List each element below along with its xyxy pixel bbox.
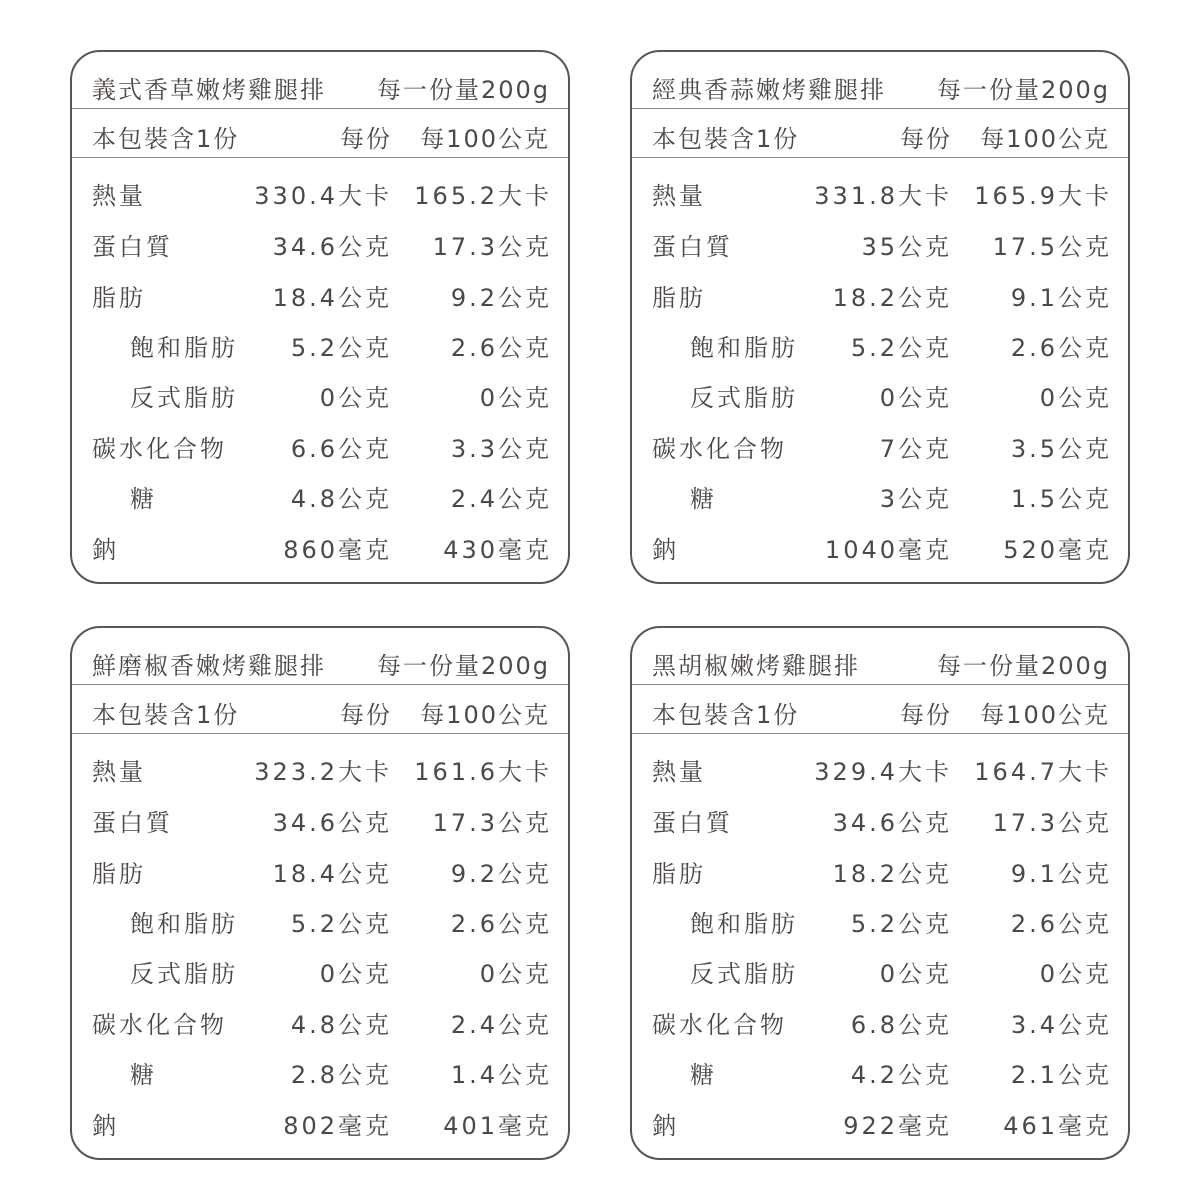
nutrient-name: 熱量 [652,758,706,786]
nutrient-row-carbohydrate [72,1001,568,1041]
nutrient-per-100g: 520毫克 [1003,536,1112,564]
nutrient-row-calories [72,172,568,212]
nutrient-per-100g: 165.2大卡 [414,182,552,210]
nutrient-name: 脂肪 [652,284,706,312]
panel-title-row [72,60,568,109]
nutrient-per-100g: 1.4公克 [450,1061,552,1089]
nutrient-name: 鈉 [652,536,679,564]
nutrient-per-100g: 161.6大卡 [414,758,552,786]
nutrient-name: 碳水化合物 [652,1011,787,1039]
nutrient-per-serving: 330.4大卡 [254,182,392,210]
nutrient-per-serving: 2.8公克 [290,1061,392,1089]
nutrient-name: 蛋白質 [92,233,173,261]
package-count: 本包裝含1份 [652,125,800,153]
package-count: 本包裝含1份 [92,701,240,729]
nutrient-per-100g: 2.6公克 [1010,334,1112,362]
nutrient-name: 飽和脂肪 [130,910,238,938]
nutrient-name: 糖 [690,485,717,513]
serving-size: 每一份量200g [376,652,550,680]
nutrient-per-serving: 4.8公克 [290,485,392,513]
nutrient-name: 糖 [130,485,157,513]
nutrient-per-100g: 2.4公克 [450,1011,552,1039]
nutrient-per-serving: 5.2公克 [850,334,952,362]
nutrient-name: 蛋白質 [92,809,173,837]
nutrient-name: 脂肪 [92,860,146,888]
nutrient-per-serving: 0公克 [879,960,952,988]
panel-title-row [632,60,1128,109]
nutrient-row-carbohydrate [72,425,568,465]
nutrient-per-serving: 18.2公克 [832,860,952,888]
nutrient-per-100g: 2.6公克 [450,334,552,362]
nutrient-row-sodium [72,1102,568,1142]
nutrient-per-serving: 7公克 [879,435,952,463]
package-count: 本包裝含1份 [652,701,800,729]
nutrient-per-100g: 9.1公克 [1010,284,1112,312]
nutrient-per-serving: 3公克 [879,485,952,513]
nutrient-name: 鈉 [652,1112,679,1140]
nutrient-per-100g: 0公克 [479,960,552,988]
nutrition-panel-classic-garlic [630,50,1130,584]
nutrient-per-serving: 323.2大卡 [254,758,392,786]
nutrient-per-100g: 2.1公克 [1010,1061,1112,1089]
nutrient-row-saturated-fat [632,324,1128,364]
nutrient-name: 蛋白質 [652,809,733,837]
nutrient-per-100g: 0公克 [479,384,552,412]
nutrient-row-sugar [72,1051,568,1091]
nutrient-row-saturated-fat [72,324,568,364]
nutrient-per-serving: 860毫克 [283,536,392,564]
nutrient-per-100g: 461毫克 [1003,1112,1112,1140]
nutrient-row-carbohydrate [632,1001,1128,1041]
nutrient-name: 熱量 [652,182,706,210]
nutrient-row-protein [632,223,1128,263]
nutrient-row-fat [72,274,568,314]
nutrient-per-serving: 802毫克 [283,1112,392,1140]
nutrient-per-serving: 6.6公克 [290,435,392,463]
nutrient-row-sodium [632,526,1128,566]
nutrient-row-trans-fat [632,950,1128,990]
product-title: 黑胡椒嫩烤雞腿排 [652,652,860,680]
nutrient-per-100g: 3.4公克 [1010,1011,1112,1039]
nutrient-name: 反式脂肪 [690,384,798,412]
nutrient-per-100g: 9.2公克 [450,860,552,888]
serving-size: 每一份量200g [936,652,1110,680]
serving-size: 每一份量200g [936,76,1110,104]
nutrient-row-protein [72,799,568,839]
nutrient-per-serving: 1040毫克 [824,536,952,564]
nutrient-per-100g: 1.5公克 [1010,485,1112,513]
nutrient-per-100g: 17.3公克 [432,233,552,261]
nutrient-per-serving: 18.4公克 [272,860,392,888]
nutrient-per-100g: 2.6公克 [1010,910,1112,938]
nutrient-per-100g: 165.9大卡 [974,182,1112,210]
nutrient-per-serving: 18.2公克 [832,284,952,312]
per-100g-header: 每100公克 [420,701,550,729]
per-100g-header: 每100公克 [980,701,1110,729]
nutrient-per-serving: 329.4大卡 [814,758,952,786]
nutrition-panel-black-pepper [630,626,1130,1160]
nutrient-name: 鈉 [92,1112,119,1140]
nutrient-per-100g: 3.3公克 [450,435,552,463]
nutrient-row-sugar [632,475,1128,515]
nutrient-per-serving: 5.2公克 [290,334,392,362]
product-title: 鮮磨椒香嫩烤雞腿排 [92,652,326,680]
column-header-row [72,685,568,734]
product-title: 經典香蒜嫩烤雞腿排 [652,76,886,104]
nutrient-per-serving: 35公克 [861,233,952,261]
per-100g-header: 每100公克 [420,125,550,153]
column-header-row [632,109,1128,158]
nutrient-per-serving: 34.6公克 [272,809,392,837]
nutrient-name: 熱量 [92,758,146,786]
nutrient-row-fat [632,274,1128,314]
per-serving-header: 每份 [900,125,952,153]
nutrient-per-100g: 401毫克 [443,1112,552,1140]
panel-title-row [72,636,568,685]
nutrient-row-sugar [72,475,568,515]
nutrient-row-trans-fat [632,374,1128,414]
nutrient-per-100g: 2.4公克 [450,485,552,513]
nutrient-name: 反式脂肪 [130,960,238,988]
serving-size: 每一份量200g [376,76,550,104]
nutrient-per-serving: 5.2公克 [290,910,392,938]
nutrient-row-trans-fat [72,950,568,990]
nutrient-row-sodium [72,526,568,566]
nutrient-row-fat [72,850,568,890]
nutrient-per-serving: 0公克 [319,960,392,988]
nutrient-row-sugar [632,1051,1128,1091]
nutrient-per-100g: 0公克 [1039,384,1112,412]
per-100g-header: 每100公克 [980,125,1110,153]
nutrient-per-100g: 0公克 [1039,960,1112,988]
nutrient-name: 蛋白質 [652,233,733,261]
nutrient-row-sodium [632,1102,1128,1142]
column-header-row [632,685,1128,734]
nutrient-per-100g: 3.5公克 [1010,435,1112,463]
nutrient-name: 飽和脂肪 [130,334,238,362]
nutrient-row-fat [632,850,1128,890]
nutrient-per-100g: 164.7大卡 [974,758,1112,786]
per-serving-header: 每份 [340,701,392,729]
nutrient-name: 脂肪 [652,860,706,888]
nutrient-name: 反式脂肪 [690,960,798,988]
nutrient-name: 反式脂肪 [130,384,238,412]
nutrient-name: 熱量 [92,182,146,210]
nutrient-name: 糖 [690,1061,717,1089]
package-count: 本包裝含1份 [92,125,240,153]
column-header-row [72,109,568,158]
nutrient-row-protein [632,799,1128,839]
nutrient-per-100g: 17.3公克 [432,809,552,837]
nutrient-row-protein [72,223,568,263]
nutrient-name: 碳水化合物 [92,1011,227,1039]
nutrient-row-calories [632,748,1128,788]
nutrient-per-serving: 4.8公克 [290,1011,392,1039]
nutrient-per-100g: 9.2公克 [450,284,552,312]
nutrient-per-100g: 17.5公克 [992,233,1112,261]
nutrient-per-100g: 430毫克 [443,536,552,564]
per-serving-header: 每份 [900,701,952,729]
nutrient-per-serving: 34.6公克 [832,809,952,837]
nutrient-name: 鈉 [92,536,119,564]
nutrient-name: 飽和脂肪 [690,910,798,938]
nutrient-per-serving: 5.2公克 [850,910,952,938]
nutrition-panel-fresh-pepper [70,626,570,1160]
nutrient-row-carbohydrate [632,425,1128,465]
nutrient-per-serving: 922毫克 [843,1112,952,1140]
nutrition-panel-italian-herb [70,50,570,584]
nutrient-per-serving: 4.2公克 [850,1061,952,1089]
nutrient-name: 糖 [130,1061,157,1089]
nutrient-name: 碳水化合物 [92,435,227,463]
nutrient-row-saturated-fat [72,900,568,940]
nutrient-per-serving: 0公克 [319,384,392,412]
nutrient-per-serving: 6.8公克 [850,1011,952,1039]
nutrient-per-100g: 2.6公克 [450,910,552,938]
nutrient-name: 碳水化合物 [652,435,787,463]
nutrient-name: 飽和脂肪 [690,334,798,362]
panel-title-row [632,636,1128,685]
nutrient-per-100g: 9.1公克 [1010,860,1112,888]
product-title: 義式香草嫩烤雞腿排 [92,76,326,104]
nutrient-per-serving: 331.8大卡 [814,182,952,210]
nutrient-row-saturated-fat [632,900,1128,940]
per-serving-header: 每份 [340,125,392,153]
nutrient-per-serving: 34.6公克 [272,233,392,261]
nutrient-per-serving: 18.4公克 [272,284,392,312]
nutrient-row-calories [632,172,1128,212]
nutrient-row-calories [72,748,568,788]
nutrient-per-serving: 0公克 [879,384,952,412]
nutrient-row-trans-fat [72,374,568,414]
nutrient-name: 脂肪 [92,284,146,312]
nutrient-per-100g: 17.3公克 [992,809,1112,837]
